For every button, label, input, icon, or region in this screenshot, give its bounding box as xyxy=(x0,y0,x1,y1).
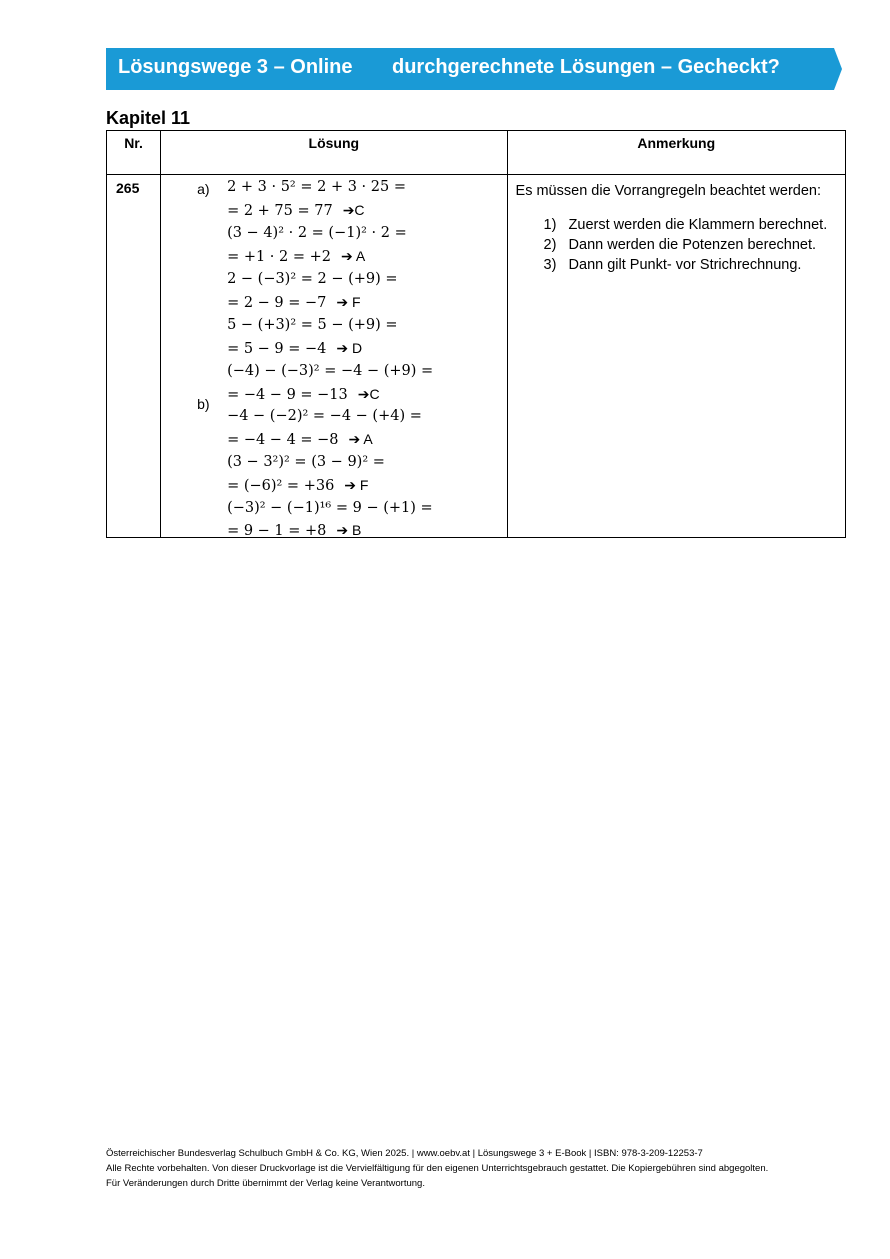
answer-letter: ➔ D xyxy=(336,340,363,356)
math-expression: = (−6)² = +36 xyxy=(227,478,335,494)
math-expression: −4 − (−2)² = −4 − (+4) = xyxy=(227,408,422,424)
solution-line xyxy=(227,294,361,311)
solution-line xyxy=(227,522,361,539)
remark-item xyxy=(516,215,837,235)
math-expression: (3 − 4)² · 2 = (−1)² · 2 = xyxy=(227,225,407,241)
solution-line xyxy=(227,340,362,357)
remark-text: Dann werden die Potenzen berechnet. xyxy=(568,237,817,253)
solution-line xyxy=(227,386,380,403)
solution-line xyxy=(227,454,385,470)
solution-line xyxy=(227,271,398,287)
math-expression: = 2 + 75 = 77 xyxy=(227,203,333,219)
math-expression: (−3)² − (−1)¹⁶ = 9 − (+1) = xyxy=(227,500,433,516)
solution-line xyxy=(227,317,398,333)
solution-line xyxy=(227,363,433,379)
solution-line xyxy=(227,179,406,195)
chapter-heading: Kapitel 11 xyxy=(106,108,191,128)
math-expression: = 2 − 9 = −7 xyxy=(227,295,327,311)
remark-list xyxy=(516,215,837,275)
math-expression: = −4 − 4 = −8 xyxy=(227,432,339,448)
answer-letter: ➔C xyxy=(342,202,365,218)
answer-letter: ➔ F xyxy=(336,294,361,310)
math-expression: (3 − 3²)² = (3 − 9)² = xyxy=(227,454,385,470)
table-header-row xyxy=(107,131,846,175)
remark-item xyxy=(516,235,837,255)
math-expression: 2 + 3 · 5² = 2 + 3 · 25 = xyxy=(227,179,406,195)
solution-cell xyxy=(161,175,507,538)
part-a-label: a) xyxy=(197,181,210,197)
math-expression: 5 − (+3)² = 5 − (+9) = xyxy=(227,317,398,333)
solution-line xyxy=(227,500,433,516)
footer-line-2: Alle Rechte vorbehalten. Von dieser Druckvorlage ist die Vervielfältigung für den eigenen Unterrichtsgebrauch gestattet. Die Kopiergebühren sind abgegolten. xyxy=(106,1163,769,1174)
banner-title-right: durchgerechnete Lösungen – Gecheckt? xyxy=(392,56,780,78)
remark-number: 3) xyxy=(543,257,557,273)
solutions-table xyxy=(106,130,846,538)
solution-line xyxy=(227,248,365,265)
remark-number: 1) xyxy=(543,217,557,233)
footer xyxy=(106,1146,768,1191)
table-row xyxy=(107,175,846,538)
remark-text: Dann gilt Punkt- vor Strichrechnung. xyxy=(568,257,802,273)
remark-intro: Es müssen die Vorrangregeln beachtet werden: xyxy=(515,183,822,199)
solution-line xyxy=(227,431,373,448)
header-nr: Nr. xyxy=(107,131,161,175)
solution-line xyxy=(227,225,407,241)
part-b-label: b) xyxy=(197,396,210,412)
remark-number: 2) xyxy=(543,237,557,253)
math-expression: (−4) − (−3)² = −4 − (+9) = xyxy=(227,363,434,379)
remark-item xyxy=(516,255,837,275)
math-expression: = 5 − 9 = −4 xyxy=(227,341,327,357)
solution-line xyxy=(227,408,422,424)
math-expression: = −4 − 9 = −13 xyxy=(227,387,348,403)
task-number: 265 xyxy=(107,175,161,538)
answer-letter: ➔C xyxy=(357,386,380,402)
answer-letter: ➔ F xyxy=(344,477,369,493)
solution-line xyxy=(227,477,368,494)
math-expression: = 9 − 1 = +8 xyxy=(227,523,327,539)
header-anmerkung: Anmerkung xyxy=(507,131,845,175)
solution-line xyxy=(227,202,364,219)
header-loesung: Lösung xyxy=(161,131,507,175)
answer-letter: ➔ A xyxy=(348,431,373,447)
header-banner xyxy=(106,48,842,90)
banner-title-left: Lösungswege 3 – Online xyxy=(118,56,353,78)
footer-line-1: Österreichischer Bundesverlag Schulbuch GmbH & Co. KG, Wien 2025. | www.oebv.at | Lösungswege 3 + E-Book | ISBN: 978-3-209-12253-7 xyxy=(106,1148,703,1159)
answer-letter: ➔ A xyxy=(341,248,366,264)
math-expression: = +1 · 2 = +2 xyxy=(227,249,331,265)
remark-text: Zuerst werden die Klammern berechnet. xyxy=(568,217,828,233)
footer-line-3: Für Veränderungen durch Dritte übernimmt der Verlag keine Verantwortung. xyxy=(106,1178,425,1189)
math-expression: 2 − (−3)² = 2 − (+9) = xyxy=(227,271,398,287)
remark-cell xyxy=(507,175,845,538)
answer-letter: ➔ B xyxy=(336,522,362,538)
